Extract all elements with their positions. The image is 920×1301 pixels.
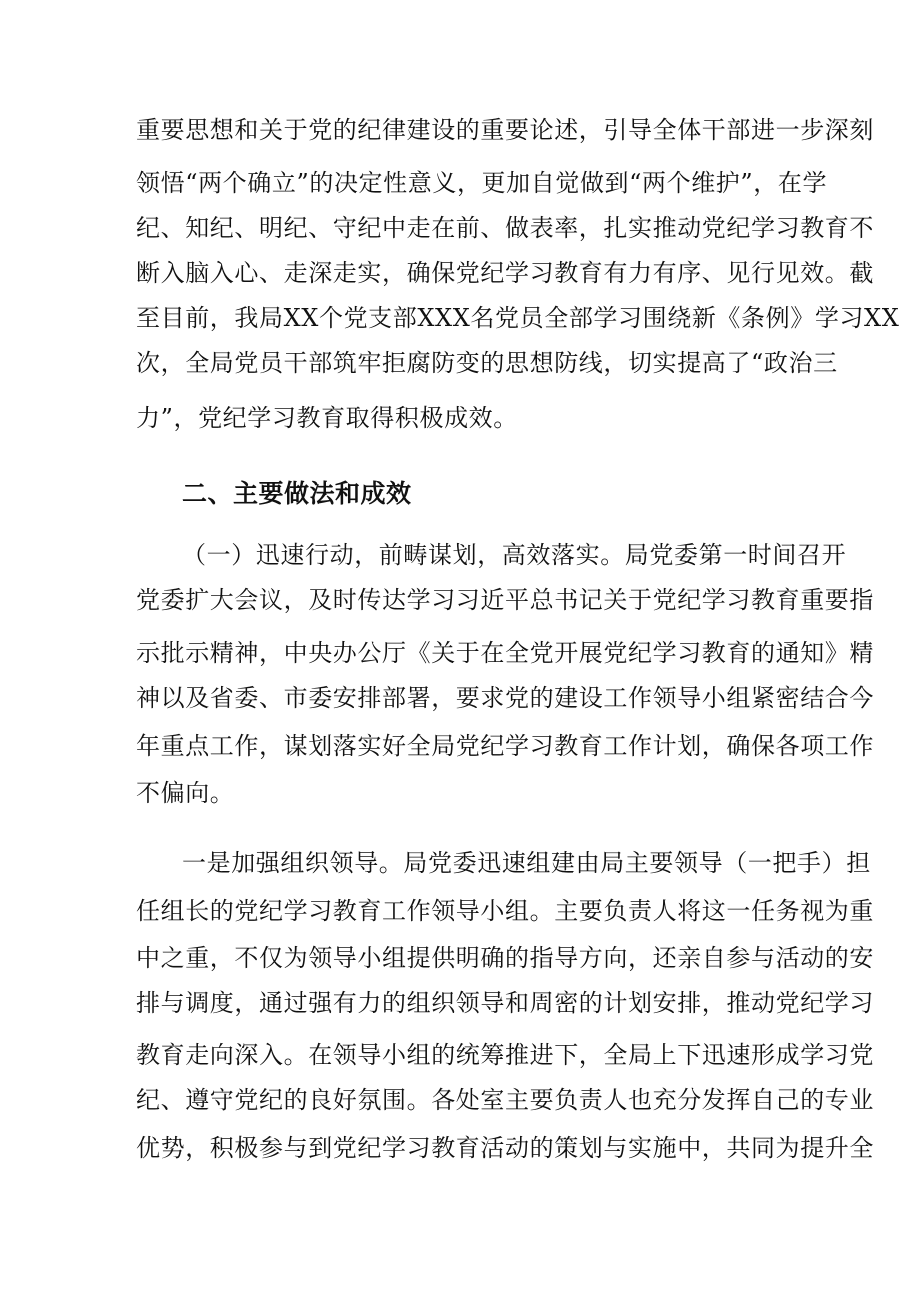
text-line: 领悟“两个确立”的决定性意义，更加自觉做到“两个维护”，在学 (136, 169, 828, 197)
text-line: 断入脑入心、走深走实，确保党纪学习教育有力有序、见行见效。截 (136, 259, 874, 287)
text-line: 党委扩大会议，及时传达学习习近平总书记关于党纪学习教育重要指 (136, 586, 874, 614)
text-line: 年重点工作，谋划落实好全局党纪学习教育工作计划，确保各项工作 (136, 732, 874, 760)
text-line: 任组长的党纪学习教育工作领导小组。主要负责人将这一任务视为重 (136, 897, 874, 925)
text-line: （一）迅速行动，前畴谋划，高效落实。局党委第一时间召开 (182, 541, 847, 569)
text-line: 重要思想和关于党的纪律建设的重要论述，引导全体干部进一步深刻 (136, 116, 874, 144)
text-line: 纪、遵守党纪的良好氛围。各处室主要负责人也充分发挥自己的专业 (136, 1086, 874, 1114)
text-line: 次，全局党员干部筑牢拒腐防变的思想防线，切实提高了“政治三 (136, 349, 838, 377)
text-line: 优势，积极参与到党纪学习教育活动的策划与实施中，共同为提升全 (136, 1134, 874, 1162)
text-line: 神以及省委、市委安排部署，要求党的建设工作领导小组紧密结合今 (136, 684, 874, 712)
section-heading: 二、主要做法和成效 (182, 479, 412, 508)
text-line: 不偏向。 (136, 779, 235, 807)
text-line: 纪、知纪、明纪、守纪中走在前、做表率，扎实推动党纪学习教育不 (136, 214, 874, 242)
text-line: 排与调度，通过强有力的组织领导和周密的计划安排，推动党纪学习 (136, 989, 874, 1017)
text-line: 中之重，不仅为领导小组提供明确的指导方向，还亲自参与活动的安 (136, 944, 874, 972)
text-line: 教育走向深入。在领导小组的统筹推进下，全局上下迅速形成学习党 (136, 1041, 874, 1069)
text-line: 示批示精神，中央办公厅《关于在全党开展党纪学习教育的通知》精 (136, 639, 874, 667)
text-line: 至目前，我局XX个党支部XXX名党员全部学习围绕新《条例》学习XX (136, 304, 900, 332)
text-line: 力”，党纪学习教育取得积极成效。 (136, 404, 518, 432)
text-line: 一是加强组织领导。局党委迅速组建由局主要领导（一把手）担 (182, 849, 871, 877)
